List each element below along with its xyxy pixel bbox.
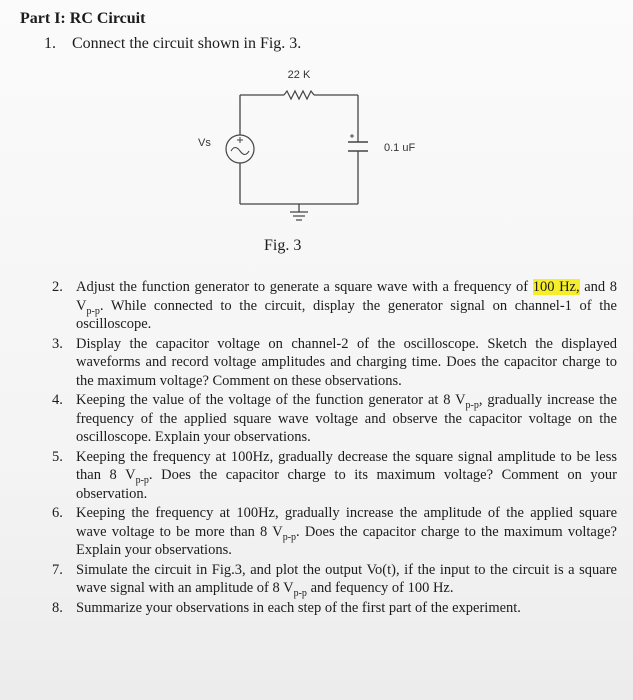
step-text-part: . While connected to the circuit, display the generator signal on channel-1 of the oscilloscope. [76, 297, 617, 332]
step-text [76, 391, 617, 447]
step-text-part: . Does the capacitor charge to the maximum voltage? Explain your observations. [76, 523, 617, 558]
step-number: 2. [52, 279, 63, 295]
step-text [76, 561, 617, 598]
step-4 [52, 391, 617, 447]
part-title: Part I: RC Circuit [20, 10, 146, 27]
subscript: p-p [282, 531, 297, 543]
step-text-part: Adjust the function generator to generate a square wave with a frequency of [76, 279, 533, 295]
step-number: 8. [52, 599, 63, 616]
step-2 [52, 278, 617, 334]
step-text-part: , gradually increase the frequency of the applied square wave voltage and observe the capacitor voltage on the oscilloscope. Explain your observations. [76, 392, 617, 445]
circuit-wires [240, 95, 358, 212]
step-5 [52, 448, 617, 504]
step-text-part: Keeping the value of the voltage of the function generator at 8 V [76, 392, 466, 408]
procedure-steps [52, 278, 617, 618]
step-8 [52, 599, 617, 618]
capacitor-label: 0.1 uF [384, 142, 416, 154]
step-text: Connect the circuit shown in Fig. 3. [72, 35, 302, 52]
step-text-part: and fequency of 100 Hz. [306, 580, 454, 596]
source-label: Vs [198, 137, 211, 149]
step-text-part: Keeping the frequency at 100Hz, gradually increase the amplitude of the applied square wave voltage to be more than 8 V [76, 505, 617, 540]
step-number: 4. [52, 392, 63, 408]
ac-source-symbol [226, 135, 254, 163]
ground-symbol [290, 212, 308, 220]
resistor-symbol [284, 91, 314, 99]
step-text-part: Simulate the circuit in Fig.3, and plot the output Vo(t), if the input to the circuit is a square wave signal with an amplitude of 8 V [76, 561, 617, 596]
subscript: p-p [465, 399, 479, 411]
subscript: p-p [86, 305, 100, 317]
step-text [76, 504, 617, 560]
step-number: 6. [52, 505, 63, 521]
step-text [76, 278, 617, 334]
step-number: 5. [52, 448, 63, 465]
step-text-part: Keeping the frequency at 100Hz, gradually decrease the square signal amplitude to be less than 8 V [76, 448, 617, 483]
step-number: 1. [44, 35, 56, 52]
step-number: 3. [52, 335, 63, 352]
step-7 [52, 561, 617, 598]
step-text: Display the capacitor voltage on channel-2 of the oscilloscope. Sketch the displayed waveforms and record voltage amplitudes and charging time. Does the capacitor charge to the maximum voltage? Comment on these observations. [76, 335, 617, 389]
subscript: p-p [293, 587, 307, 599]
step-3 [52, 335, 617, 391]
step-6 [52, 504, 617, 560]
step-1 [44, 35, 301, 53]
step-number: 7. [52, 561, 63, 578]
rc-circuit-diagram [180, 62, 416, 237]
step-text-part: and 8 V [76, 279, 617, 314]
step-text-part: . Does the capacitor charge to its maximum voltage? Comment on your observation. [76, 467, 617, 502]
figure-caption: Fig. 3 [264, 237, 302, 254]
step-text [76, 448, 617, 504]
resistor-label: 22 K [287, 69, 311, 81]
subscript: p-p [135, 474, 149, 486]
highlighted-frequency: 100 Hz, [532, 279, 580, 295]
step-text: Summarize your observations in each step of the first part of the experiment. [76, 599, 521, 616]
